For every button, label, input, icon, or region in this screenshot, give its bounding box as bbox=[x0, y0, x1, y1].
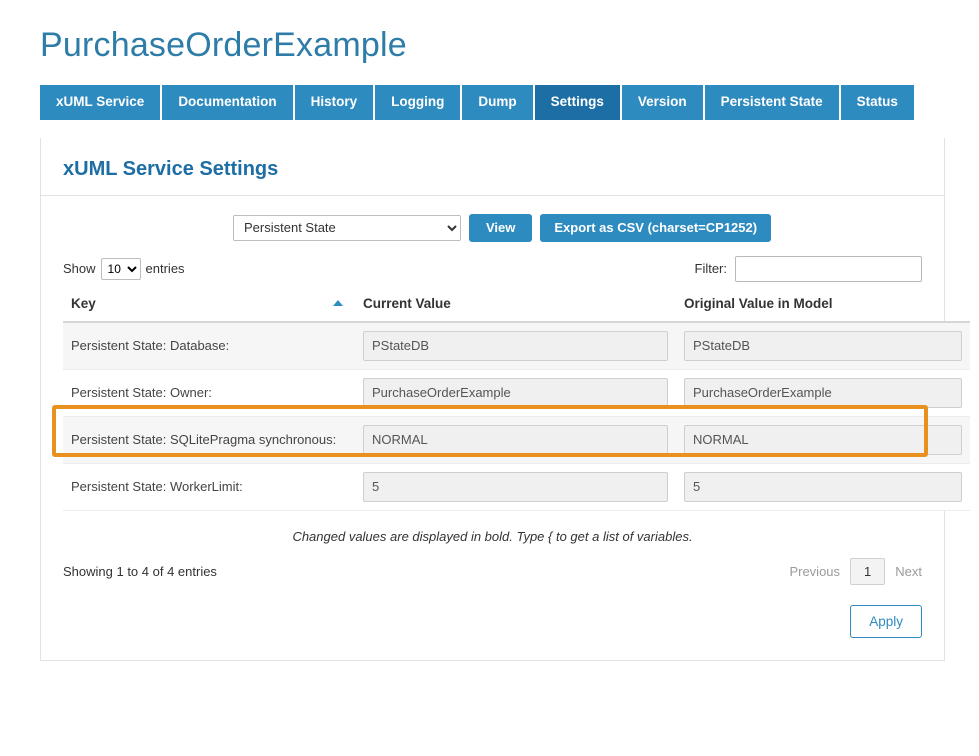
tab-xuml-service[interactable]: xUML Service bbox=[40, 85, 160, 120]
table-header-row bbox=[63, 288, 970, 322]
tab-documentation[interactable]: Documentation bbox=[162, 85, 292, 120]
settings-toolbar bbox=[63, 214, 922, 242]
previous-page-button[interactable]: Previous bbox=[789, 563, 841, 579]
show-entries-group bbox=[63, 258, 185, 280]
table-head bbox=[63, 288, 970, 322]
next-page-button[interactable]: Next bbox=[895, 563, 922, 579]
row-original-value-cell bbox=[676, 322, 970, 370]
row-original-value-cell bbox=[676, 369, 970, 416]
page-length-select[interactable] bbox=[101, 258, 141, 280]
row-key-label: Persistent State: Database: bbox=[63, 322, 355, 370]
apply-button[interactable]: Apply bbox=[850, 605, 922, 638]
tab-settings[interactable]: Settings bbox=[535, 85, 620, 120]
pagination bbox=[789, 558, 922, 585]
column-header-current-value[interactable]: Current Value bbox=[355, 288, 676, 322]
table-row bbox=[63, 322, 970, 370]
tab-logging[interactable]: Logging bbox=[375, 85, 460, 120]
original-value-input bbox=[684, 331, 962, 361]
settings-panel bbox=[40, 138, 945, 661]
filter-label: Filter: bbox=[694, 261, 727, 277]
table-body bbox=[63, 322, 970, 511]
page-title: PurchaseOrderExample bbox=[40, 26, 407, 64]
column-header-original-value[interactable]: Original Value in Model bbox=[676, 288, 970, 322]
tab-status[interactable]: Status bbox=[841, 85, 914, 120]
table-row bbox=[63, 369, 970, 416]
row-current-value-cell bbox=[355, 369, 676, 416]
sort-ascending-icon bbox=[333, 300, 343, 306]
settings-table bbox=[63, 288, 970, 511]
page-1-button[interactable]: 1 bbox=[850, 558, 885, 585]
entries-info: Showing 1 to 4 of 4 entries bbox=[63, 563, 217, 579]
column-header-key-label: Key bbox=[71, 295, 96, 311]
panel-header bbox=[41, 138, 944, 196]
filter-input[interactable] bbox=[735, 256, 922, 282]
row-current-value-cell bbox=[355, 463, 676, 510]
main-nav bbox=[40, 85, 941, 120]
tab-persistent-state[interactable]: Persistent State bbox=[705, 85, 839, 120]
original-value-input bbox=[684, 378, 962, 408]
table-row bbox=[63, 416, 970, 463]
current-value-input[interactable] bbox=[363, 425, 668, 455]
current-value-input[interactable] bbox=[363, 472, 668, 502]
current-value-input[interactable] bbox=[363, 331, 668, 361]
row-current-value-cell bbox=[355, 416, 676, 463]
apply-row bbox=[63, 605, 922, 638]
row-original-value-cell bbox=[676, 463, 970, 510]
entries-label: entries bbox=[145, 261, 185, 277]
row-original-value-cell bbox=[676, 416, 970, 463]
show-label: Show bbox=[63, 261, 96, 277]
table-row bbox=[63, 463, 970, 510]
original-value-input bbox=[684, 425, 962, 455]
export-csv-button[interactable]: Export as CSV (charset=CP1252) bbox=[540, 214, 771, 242]
original-value-input bbox=[684, 472, 962, 502]
row-current-value-cell bbox=[355, 322, 676, 370]
row-key-label: Persistent State: Owner: bbox=[63, 369, 355, 416]
row-key-label: Persistent State: WorkerLimit: bbox=[63, 463, 355, 510]
column-header-key[interactable] bbox=[63, 288, 355, 322]
tab-history[interactable]: History bbox=[295, 85, 374, 120]
row-key-label: Persistent State: SQLitePragma synchronous: bbox=[63, 416, 355, 463]
settings-category-select[interactable] bbox=[233, 215, 461, 241]
table-controls bbox=[63, 256, 922, 282]
table-note: Changed values are displayed in bold. Type { to get a list of variables. bbox=[292, 528, 693, 544]
tab-version[interactable]: Version bbox=[622, 85, 703, 120]
view-button[interactable]: View bbox=[469, 214, 532, 242]
current-value-input[interactable] bbox=[363, 378, 668, 408]
filter-group bbox=[695, 256, 923, 282]
tab-dump[interactable]: Dump bbox=[462, 85, 532, 120]
panel-title: xUML Service Settings bbox=[63, 157, 279, 180]
table-footer bbox=[63, 558, 922, 585]
panel-body bbox=[41, 196, 944, 660]
